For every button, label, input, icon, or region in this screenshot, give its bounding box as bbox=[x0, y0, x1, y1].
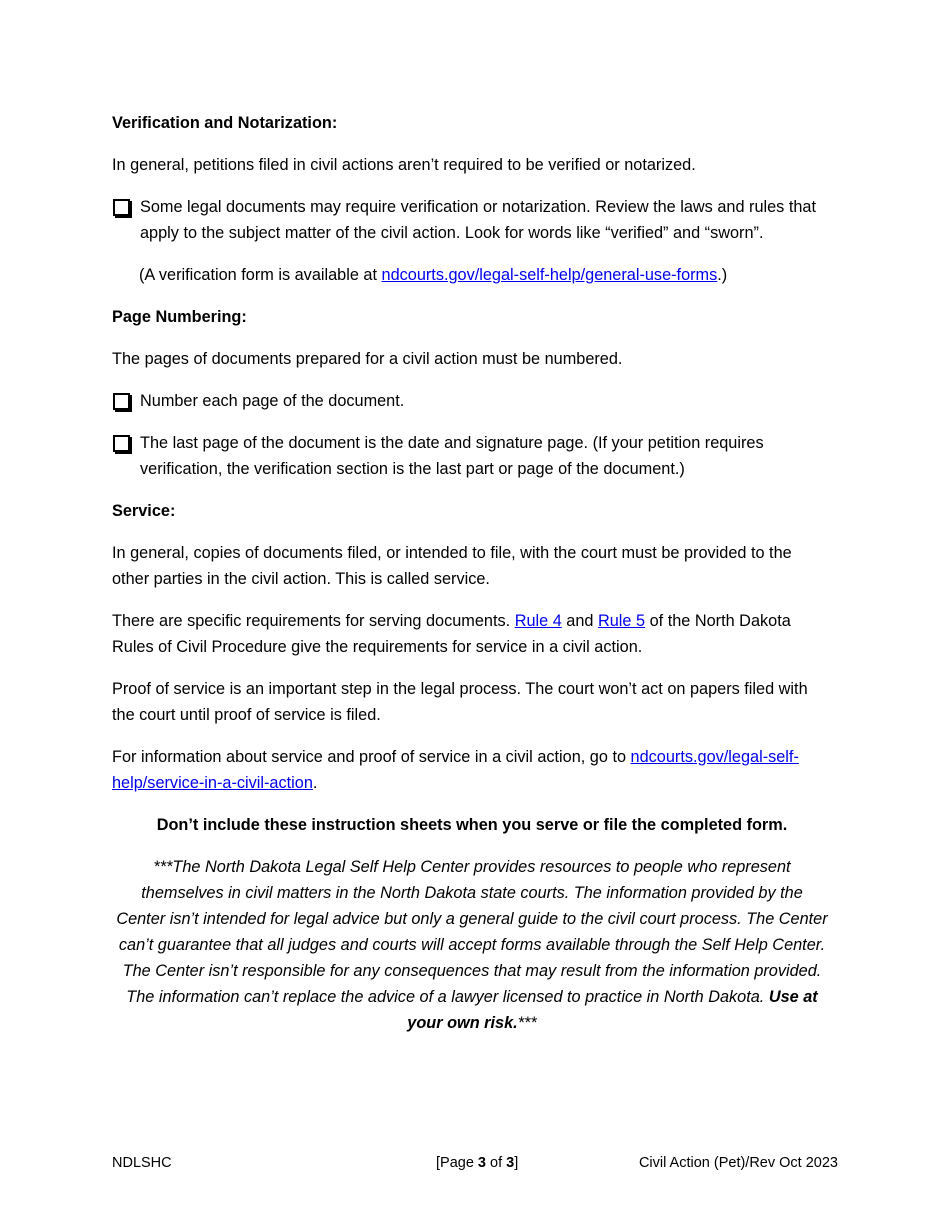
rule-5-link[interactable]: Rule 5 bbox=[597, 612, 646, 630]
service-heading: Service: bbox=[112, 502, 176, 520]
checklist-item-last-page bbox=[112, 430, 832, 482]
checklist-item-verification bbox=[112, 194, 832, 246]
service-paragraph-1: In general, copies of documents filed, or intended to file, with the court must be provided to the other parties in the civil action. This is called service. bbox=[112, 544, 792, 588]
checklist-item-text: Number each page of the document. bbox=[140, 392, 405, 410]
service-in-civil-action-link[interactable]: ndcourts.gov/legal-self-help/service-in-a-civil-action bbox=[112, 748, 799, 792]
checklist-item-text: The last page of the document is the date and signature page. (If your petition requires verification, the verification section is the last part or page of the document.) bbox=[140, 434, 764, 478]
checklist-item-text: Some legal documents may require verification or notarization. Review the laws and rules that apply to the subject matter of the civil action. Look for words like “verified” and “sworn”. bbox=[140, 198, 817, 242]
page-numbering-intro: The pages of documents prepared for a civil action must be numbered. bbox=[112, 350, 623, 368]
verification-intro: In general, petitions filed in civil actions aren’t required to be verified or notarized. bbox=[112, 156, 696, 174]
service-paragraph-4: For information about service and proof of service in a civil action, go to ndcourts.gov/legal-self-help/service-in-a-civil-action. bbox=[112, 748, 799, 792]
checklist-item-number-pages bbox=[112, 388, 832, 414]
self-help-disclaimer: ***The North Dakota Legal Self Help Center provides resources to people who represent themselves in civil matters in the North Dakota state courts. The information provided by the Center isn’t intended for legal advice but only a general guide to the civil court process. The Center can’t guarantee that all judges and courts will accept forms available through the Self Help Center. The Center isn’t responsible for any consequences that may result from the information provided. The information can’t replace the advice of a lawyer licensed to practice in North Dakota. Use at your own risk.*** bbox=[116, 858, 828, 1032]
verification-heading: Verification and Notarization: bbox=[112, 114, 338, 132]
service-paragraph-2: There are specific requirements for serving documents. Rule 4 and Rule 5 of the North Dakota Rules of Civil Procedure give the requirements for service in a civil action. bbox=[112, 612, 791, 656]
checkbox-icon[interactable] bbox=[113, 199, 130, 216]
rule-4-link[interactable]: Rule 4 bbox=[514, 612, 562, 630]
footer-form-revision: Civil Action (Pet)/Rev Oct 2023 bbox=[638, 1155, 838, 1171]
footer-page-number: [Page 3 of 3] bbox=[436, 1155, 519, 1171]
page-numbering-heading: Page Numbering: bbox=[112, 308, 247, 326]
general-use-forms-link[interactable]: ndcourts.gov/legal-self-help/general-use-forms bbox=[381, 266, 718, 284]
checkbox-icon[interactable] bbox=[113, 393, 130, 410]
checkbox-icon[interactable] bbox=[113, 435, 130, 452]
instruction-sheet-warning: Don’t include these instruction sheets when you serve or file the completed form. bbox=[156, 816, 788, 834]
footer-org: NDLSHC bbox=[112, 1155, 172, 1171]
instructions-body bbox=[112, 110, 832, 1036]
verification-form-note: (A verification form is available at ndcourts.gov/legal-self-help/general-use-forms.) bbox=[139, 266, 728, 284]
use-at-own-risk: Use at your own risk. bbox=[407, 988, 818, 1032]
service-paragraph-3: Proof of service is an important step in the legal process. The court won’t act on papers filed with the court until proof of service is filed. bbox=[112, 680, 808, 724]
